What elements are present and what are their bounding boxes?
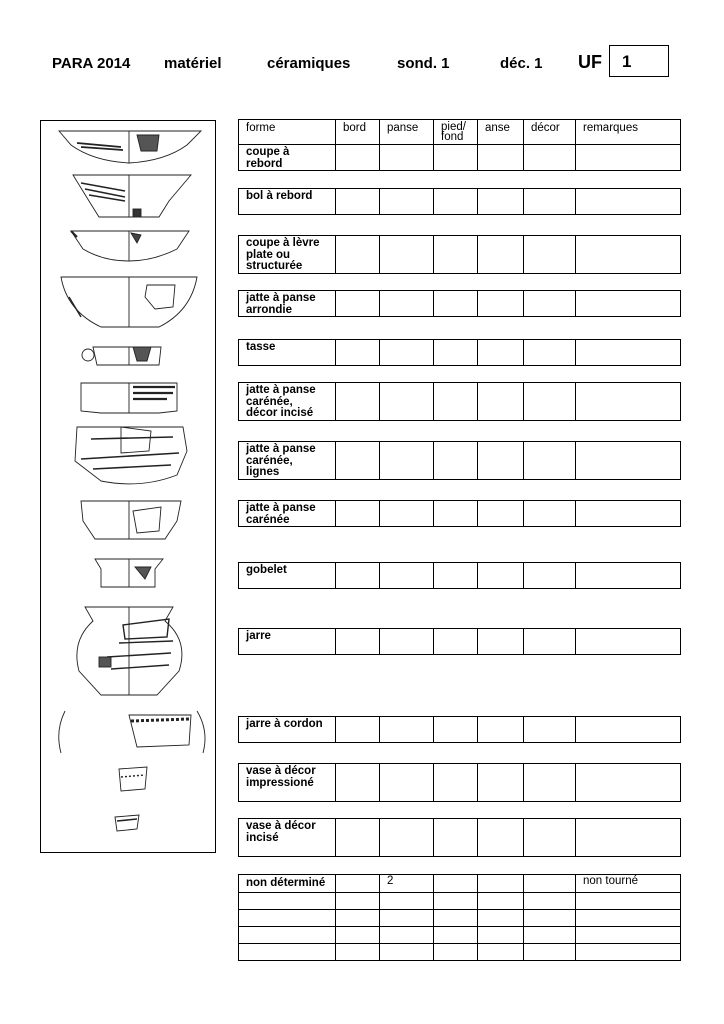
- form-panse-cell[interactable]: [380, 340, 434, 366]
- decapage-label: déc. 1: [500, 55, 543, 72]
- undetermined-bord[interactable]: [336, 875, 380, 893]
- undetermined-remarques[interactable]: non tourné: [576, 875, 681, 893]
- bol-a-rebord-drawing: [73, 175, 191, 217]
- form-panse-cell[interactable]: [380, 236, 434, 274]
- form-decor-cell[interactable]: [524, 236, 576, 274]
- blank-row: [239, 893, 681, 910]
- category-label: céramiques: [267, 55, 351, 72]
- blank-cell[interactable]: [524, 927, 576, 944]
- pottery-drawings-panel: [40, 120, 216, 853]
- blank-cell[interactable]: [524, 910, 576, 927]
- form-panse-cell[interactable]: [380, 291, 434, 317]
- form-bord-cell[interactable]: [336, 764, 380, 802]
- sondage-label: sond. 1: [397, 55, 450, 72]
- vase-incise-drawing: [115, 815, 139, 831]
- form-row: [239, 291, 681, 317]
- form-pied-fond-cell[interactable]: [434, 717, 478, 743]
- form-pied-fond-cell[interactable]: [434, 189, 478, 215]
- form-label: jatte à panse carénée, lignes: [239, 442, 336, 480]
- form-decor-cell[interactable]: [524, 563, 576, 589]
- form-pied-fond-cell[interactable]: [434, 383, 478, 421]
- form-row: [239, 717, 681, 743]
- form-decor-cell[interactable]: [524, 291, 576, 317]
- form-remarques-cell[interactable]: [576, 236, 681, 274]
- form-remarques-cell[interactable]: [576, 629, 681, 655]
- form-row-table: [238, 290, 681, 317]
- col-decor-header: décor: [524, 120, 576, 145]
- form-pied-fond-cell[interactable]: [434, 629, 478, 655]
- form-anse-cell[interactable]: [478, 819, 524, 857]
- form-remarques-cell[interactable]: [576, 383, 681, 421]
- form-anse-cell[interactable]: [478, 629, 524, 655]
- uf-value-box[interactable]: 1: [609, 45, 669, 77]
- form-row-table: [238, 339, 681, 366]
- form-row: [239, 236, 681, 274]
- form-decor-cell[interactable]: [524, 764, 576, 802]
- form-panse-cell[interactable]: [380, 501, 434, 527]
- blank-cell[interactable]: [239, 910, 336, 927]
- blank-cell[interactable]: [576, 927, 681, 944]
- form-row-table: [238, 188, 681, 215]
- form-pied-fond-cell[interactable]: [434, 340, 478, 366]
- form-row: [239, 442, 681, 480]
- form-bord-cell[interactable]: [336, 291, 380, 317]
- form-anse-cell[interactable]: [478, 236, 524, 274]
- undetermined-anse[interactable]: [478, 875, 524, 893]
- blank-cell[interactable]: [524, 893, 576, 910]
- form-panse-cell[interactable]: [380, 717, 434, 743]
- blank-cell[interactable]: [478, 910, 524, 927]
- form-panse-cell[interactable]: [380, 189, 434, 215]
- form-anse-cell[interactable]: [478, 291, 524, 317]
- form-bord-cell[interactable]: [336, 442, 380, 480]
- form-panse-cell[interactable]: [380, 145, 434, 171]
- form-label: bol à rebord: [239, 189, 336, 215]
- blank-row: [239, 944, 681, 961]
- form-row-table: [238, 562, 681, 589]
- form-pied-fond-cell[interactable]: [434, 236, 478, 274]
- form-anse-cell[interactable]: [478, 717, 524, 743]
- form-row-table: [238, 818, 681, 857]
- form-row-table: [238, 441, 681, 480]
- form-row: [239, 501, 681, 527]
- col-bord-header: bord: [336, 120, 380, 145]
- form-panse-cell[interactable]: [380, 383, 434, 421]
- jarre-drawing: [77, 607, 182, 695]
- form-pied-fond-cell[interactable]: [434, 501, 478, 527]
- jatte-carenee-incise-drawing: [81, 383, 177, 413]
- undetermined-label: non déterminé: [239, 875, 336, 893]
- form-row: [239, 340, 681, 366]
- blank-row: [239, 910, 681, 927]
- form-label: jatte à panse carénée, décor incisé: [239, 383, 336, 421]
- blank-row: [239, 927, 681, 944]
- form-decor-cell[interactable]: [524, 819, 576, 857]
- form-panse-cell[interactable]: [380, 819, 434, 857]
- form-row: [239, 383, 681, 421]
- form-anse-cell[interactable]: [478, 340, 524, 366]
- undetermined-decor[interactable]: [524, 875, 576, 893]
- blank-cell[interactable]: [239, 893, 336, 910]
- blank-cell[interactable]: [336, 944, 380, 961]
- form-label: jatte à panse arrondie: [239, 291, 336, 317]
- jatte-panse-arrondie-drawing: [61, 277, 197, 327]
- form-remarques-cell[interactable]: [576, 189, 681, 215]
- form-bord-cell[interactable]: [336, 236, 380, 274]
- form-pied-fond-cell[interactable]: [434, 291, 478, 317]
- form-bord-cell[interactable]: [336, 563, 380, 589]
- form-pied-fond-cell[interactable]: [434, 819, 478, 857]
- blank-cell[interactable]: [336, 893, 380, 910]
- blank-cell[interactable]: [524, 944, 576, 961]
- form-bord-cell[interactable]: [336, 717, 380, 743]
- jarre-a-cordon-drawing: [59, 711, 205, 753]
- form-row: [239, 629, 681, 655]
- form-remarques-cell[interactable]: [576, 291, 681, 317]
- form-decor-cell[interactable]: [524, 629, 576, 655]
- form-bord-cell[interactable]: [336, 145, 380, 171]
- blank-cell[interactable]: [478, 893, 524, 910]
- form-remarques-cell[interactable]: [576, 819, 681, 857]
- form-row: [239, 145, 681, 171]
- form-row-table: [238, 382, 681, 421]
- undetermined-pied-fond[interactable]: [434, 875, 478, 893]
- tasse-drawing: [82, 347, 161, 365]
- form-row: [239, 189, 681, 215]
- form-label: vase à décor impressioné: [239, 764, 336, 802]
- form-row: [239, 563, 681, 589]
- form-pied-fond-cell[interactable]: [434, 764, 478, 802]
- form-anse-cell[interactable]: [478, 501, 524, 527]
- form-panse-cell[interactable]: [380, 629, 434, 655]
- form-bord-cell[interactable]: [336, 819, 380, 857]
- form-remarques-cell[interactable]: [576, 442, 681, 480]
- form-bord-cell[interactable]: [336, 629, 380, 655]
- jatte-carenee-lignes-drawing: [75, 427, 187, 484]
- blank-cell[interactable]: [336, 910, 380, 927]
- col-pied-fond-label: pied/ fond: [441, 121, 466, 143]
- blank-cell[interactable]: [478, 944, 524, 961]
- form-bord-cell[interactable]: [336, 383, 380, 421]
- gobelet-drawing: [95, 559, 163, 587]
- jatte-carenee-drawing: [81, 501, 181, 539]
- form-anse-cell[interactable]: [478, 145, 524, 171]
- blank-cell[interactable]: [380, 910, 434, 927]
- col-panse-header: panse: [380, 120, 434, 145]
- blank-cell[interactable]: [239, 944, 336, 961]
- col-remarques-header: remarques: [576, 120, 681, 145]
- blank-cell[interactable]: [380, 893, 434, 910]
- form-decor-cell[interactable]: [524, 189, 576, 215]
- blank-cell[interactable]: [434, 944, 478, 961]
- blank-cell[interactable]: [336, 927, 380, 944]
- form-remarques-cell[interactable]: [576, 145, 681, 171]
- blank-cell[interactable]: [380, 927, 434, 944]
- form-pied-fond-cell[interactable]: [434, 442, 478, 480]
- blank-cell[interactable]: [478, 927, 524, 944]
- form-decor-cell[interactable]: [524, 442, 576, 480]
- form-label: tasse: [239, 340, 336, 366]
- form-decor-cell[interactable]: [524, 340, 576, 366]
- form-remarques-cell[interactable]: [576, 717, 681, 743]
- form-remarques-cell[interactable]: [576, 501, 681, 527]
- form-remarques-cell[interactable]: [576, 340, 681, 366]
- form-row-table: [238, 716, 681, 743]
- form-panse-cell[interactable]: [380, 442, 434, 480]
- col-forme-header: forme: [239, 120, 336, 145]
- vase-impressione-drawing: [119, 767, 147, 791]
- form-row-table: [238, 500, 681, 527]
- blank-cell[interactable]: [434, 893, 478, 910]
- form-bord-cell[interactable]: [336, 501, 380, 527]
- form-row-table: [238, 235, 681, 274]
- form-row-table: [238, 144, 681, 171]
- form-label: coupe à lèvre plate ou structurée: [239, 236, 336, 274]
- form-anse-cell[interactable]: [478, 764, 524, 802]
- form-decor-cell[interactable]: [524, 383, 576, 421]
- form-anse-cell[interactable]: [478, 189, 524, 215]
- undetermined-panse[interactable]: 2: [380, 875, 434, 893]
- form-pied-fond-cell[interactable]: [434, 563, 478, 589]
- blank-cell[interactable]: [576, 893, 681, 910]
- undetermined-table: [238, 874, 681, 961]
- form-row: [239, 819, 681, 857]
- blank-cell[interactable]: [434, 927, 478, 944]
- col-pied-fond-header: [434, 120, 478, 145]
- form-decor-cell[interactable]: [524, 145, 576, 171]
- blank-cell[interactable]: [434, 910, 478, 927]
- form-decor-cell[interactable]: [524, 717, 576, 743]
- form-remarques-cell[interactable]: [576, 563, 681, 589]
- form-panse-cell[interactable]: [380, 764, 434, 802]
- form-bord-cell[interactable]: [336, 340, 380, 366]
- undetermined-row: [239, 875, 681, 893]
- form-decor-cell[interactable]: [524, 501, 576, 527]
- column-header-row: [238, 119, 681, 145]
- form-bord-cell[interactable]: [336, 189, 380, 215]
- form-anse-cell[interactable]: [478, 442, 524, 480]
- coupe-a-rebord-drawing: [59, 131, 201, 163]
- form-anse-cell[interactable]: [478, 563, 524, 589]
- form-label: jatte à panse carénée: [239, 501, 336, 527]
- form-label: jarre: [239, 629, 336, 655]
- form-label: gobelet: [239, 563, 336, 589]
- form-row: [239, 764, 681, 802]
- form-panse-cell[interactable]: [380, 563, 434, 589]
- form-row-table: [238, 763, 681, 802]
- blank-cell[interactable]: [380, 944, 434, 961]
- form-pied-fond-cell[interactable]: [434, 145, 478, 171]
- blank-cell[interactable]: [576, 910, 681, 927]
- blank-cell[interactable]: [576, 944, 681, 961]
- form-label: jarre à cordon: [239, 717, 336, 743]
- form-label: vase à décor incisé: [239, 819, 336, 857]
- coupe-a-levre-drawing: [71, 231, 189, 261]
- form-anse-cell[interactable]: [478, 383, 524, 421]
- col-anse-header: anse: [478, 120, 524, 145]
- blank-cell[interactable]: [239, 927, 336, 944]
- form-label: coupe à rebord: [239, 145, 336, 171]
- uf-label: UF: [578, 52, 602, 72]
- form-row-table: [238, 628, 681, 655]
- form-remarques-cell[interactable]: [576, 764, 681, 802]
- material-label: matériel: [164, 55, 222, 72]
- site-label: PARA 2014: [52, 55, 131, 72]
